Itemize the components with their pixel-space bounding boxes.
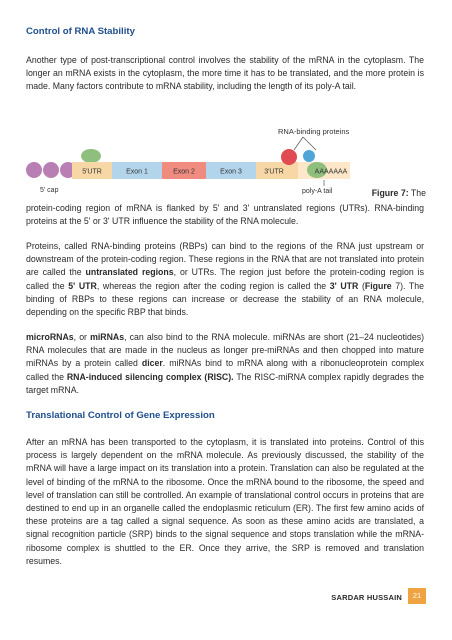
- cap-circle-2: [43, 162, 59, 178]
- rbp-blue: [303, 150, 315, 162]
- figure-caption-label: Figure 7:: [371, 188, 409, 198]
- paragraph-mirna: microRNAs, or miRNAs, can also bind to the RNA molecule. miRNAs are short (21–24 nucleotides) RNA molecules that are made in the nucleus as longer pre-miRNAs and then chopped into mature miRNAs by a protein called dicer. miRNAs bind to mRNA along with a ribonucleoprotein complex called the RNA-induced silencing complex (RISC). The RISC-miRNA complex rapidly degrades the target mRNA.: [26, 332, 424, 395]
- figure-7-mrna-diagram: [26, 122, 426, 202]
- label-exon2: Exon 2: [173, 168, 195, 176]
- cap-circle-1: [26, 162, 42, 178]
- figure-caption-inline: [372, 188, 426, 198]
- footer-page-number: 21: [408, 588, 426, 604]
- label-polya-seq: AAAAAAA: [314, 168, 348, 176]
- rbp-label: RNA-binding proteins: [278, 127, 350, 136]
- rbp-red: [281, 149, 297, 165]
- label-3utr: 3'UTR: [264, 168, 284, 176]
- paragraph-mrna-stability: Another type of post-transcriptional control involves the stability of the mRNA in the cytoplasm. The longer an mRNA exists in the cytoplasm, the more time it has to be translated, and the more protein is made. Many factors contribute to mRNA stability, including the length of its poly-A tail.: [26, 55, 424, 92]
- polya-label: poly-A tail: [302, 188, 333, 195]
- rbp-green-5utr: [81, 149, 101, 163]
- figure-caption-text: protein-coding region of mRNA is flanked by 5' and 3' untranslated regions (UTRs). RNA-binding proteins at the 5' or 3' UTR influence the stability of the RNA molecule.: [26, 203, 424, 227]
- label-exon1: Exon 1: [126, 168, 148, 176]
- paragraph-translational-control: After an mRNA has been transported to the cytoplasm, it is translated into proteins. Control of this process is largely dependent on the mRNA molecule. As previously discussed, the stability of the mRNA will have a large impact on its translation into a protein. Translation can also be regulated at the level of binding of the mRNA to the ribosome. Once the mRNA bound to the ribosome, the speed and level of translation can still be controlled. An example of translational control occurs in proteins that are destined to end up in an organelle called the endoplasmic reticulum (ER). The first few amino acids of these proteins are a tag called a signal sequence. As soon as these amino acids are translated, a signal recognition particle (SRP) binds to the signal sequence and stops translation while the mRNA-ribosome complex is shuttled to the ER. Once they arrive, the SRP is removed and translation resumes.: [26, 437, 424, 566]
- paragraph-rbp: Proteins, called RNA-binding proteins (RBPs) can bind to the regions of the RNA just upstream or downstream of the protein-coding region. These regions in the RNA that are not translated into protein are called the untranslated regions, or UTRs. The region just before the protein-coding region is called the 5' UTR, whereas the region after the coding region is called the 3' UTR (Figure 7). The binding of RBPs to these regions can increase or decrease the stability of an RNA molecule, depending on the specific RBP that binds.: [26, 241, 424, 318]
- label-exon3: Exon 3: [220, 168, 242, 176]
- label-5utr: 5'UTR: [82, 168, 102, 176]
- section-heading-translational-control: Translational Control of Gene Expression: [26, 410, 215, 421]
- footer-author: SARDAR HUSSAIN: [331, 593, 402, 602]
- section-heading-rna-stability: Control of RNA Stability: [26, 26, 135, 37]
- figure-caption-inline-tail: The: [410, 188, 426, 198]
- cap-label: 5' cap: [40, 187, 59, 194]
